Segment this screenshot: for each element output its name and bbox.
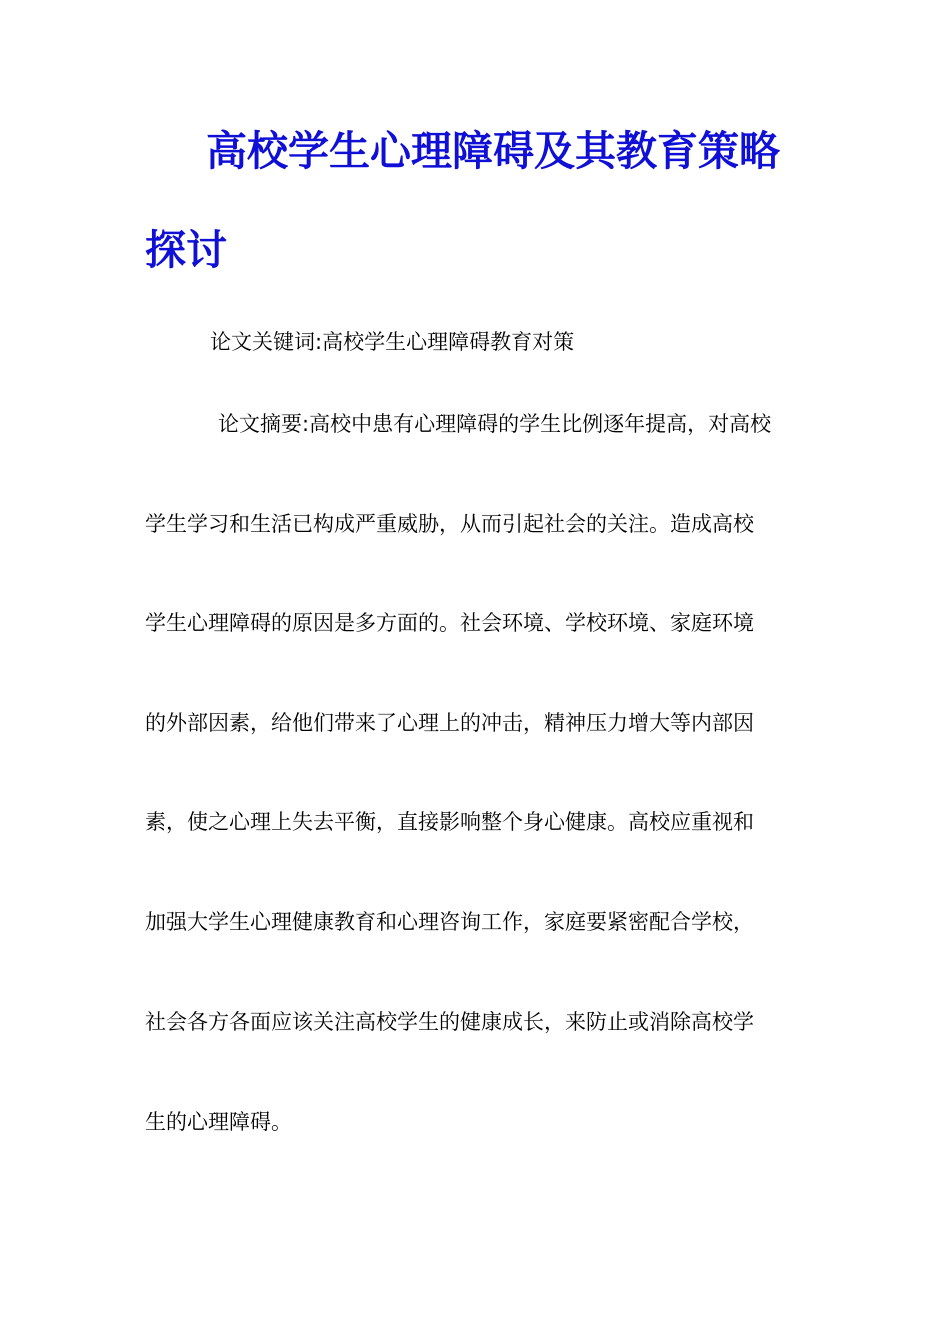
- abstract-line: 学生学习和生活已构成严重威胁，从而引起社会的关注。造成高校: [145, 512, 754, 536]
- abstract-line: 生的心理障碍。: [145, 1110, 292, 1134]
- abstract-line: 的外部因素，给他们带来了心理上的冲击，精神压力增大等内部因: [145, 711, 754, 735]
- abstract-line: 学生心理障碍的原因是多方面的。社会环境、学校环境、家庭环境: [145, 611, 754, 635]
- document-title-line-2: 探讨: [145, 226, 227, 274]
- abstract-line: 素，使之心理上失去平衡，直接影响整个身心健康。高校应重视和: [145, 810, 754, 834]
- abstract-line: 加强大学生心理健康教育和心理咨询工作，家庭要紧密配合学校，: [145, 910, 754, 934]
- document-title-line-1: 高校学生心理障碍及其教育策略: [206, 127, 780, 175]
- keywords-line: 论文关键词:高校学生心理障碍教育对策: [210, 330, 575, 354]
- abstract-line: 论文摘要:高校中患有心理障碍的学生比例逐年提高，对高校: [218, 412, 772, 436]
- abstract-line: 社会各方各面应该关注高校学生的健康成长，来防止或消除高校学: [145, 1010, 754, 1034]
